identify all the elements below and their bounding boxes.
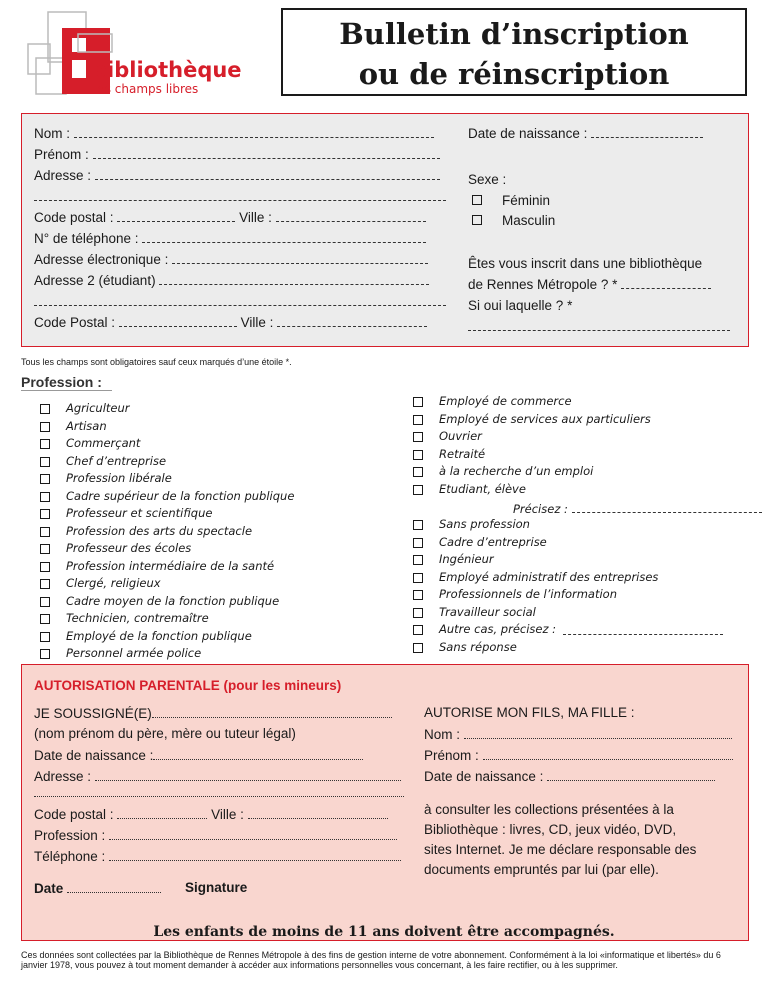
feminin-label: Féminin [502, 193, 551, 208]
soussigne-line[interactable] [152, 705, 392, 718]
naissance-field[interactable] [468, 124, 703, 144]
ville-label: Ville : [239, 210, 272, 225]
form-title-line2: ou de réinscription [358, 57, 670, 91]
profession-label: Agriculteur [66, 401, 130, 415]
child-nom-line[interactable] [464, 726, 732, 739]
adresse-line2[interactable] [34, 187, 446, 207]
code-postal-field[interactable] [34, 208, 426, 228]
logo-brand: bibliothèque [92, 58, 242, 82]
parent-naissance-label: Date de naissance : [34, 748, 154, 763]
parent-profession-field[interactable] [34, 827, 397, 843]
ville2-line[interactable] [277, 314, 427, 327]
parent-naissance-line[interactable] [153, 747, 363, 760]
profession-label: Profession libérale [66, 471, 172, 485]
profession-checkbox[interactable] [413, 485, 423, 495]
naissance-line[interactable] [591, 125, 703, 138]
laquelle-label: Si oui laquelle ? * [468, 298, 573, 313]
child-prenom-line[interactable] [483, 747, 733, 760]
adresse-field[interactable] [34, 166, 440, 186]
profession-checkbox[interactable] [413, 432, 423, 442]
profession-label: Professionnels de l’information [439, 587, 617, 601]
adresse-label: Adresse : [34, 168, 92, 183]
profession-checkbox[interactable] [413, 450, 423, 460]
precisez-line[interactable] [572, 500, 762, 513]
profession-label: Travailleur social [439, 604, 536, 619]
autorise-label: AUTORISE MON FILS, MA FILLE : [424, 705, 635, 720]
parent-telephone-field[interactable] [34, 848, 401, 864]
precisez-label: Précisez : [513, 502, 568, 516]
profession-checkbox[interactable] [413, 415, 423, 425]
profession-label: Employé de commerce [439, 394, 572, 408]
parent-adresse-line2[interactable] [34, 784, 404, 800]
parent-profession-line[interactable] [109, 827, 397, 840]
parent-adresse-line[interactable] [95, 768, 401, 781]
profession-label: Profession intermédiaire de la santé [66, 558, 275, 573]
profession-checkbox[interactable] [413, 590, 423, 600]
profession-checkbox[interactable] [40, 474, 50, 484]
profession-checkbox[interactable] [40, 579, 50, 589]
inscrit-question-2: de Rennes Métropole ? * [468, 277, 618, 292]
profession-label: Clergé, religieux [66, 576, 161, 590]
prenom-line[interactable] [93, 146, 440, 159]
parent-naissance-field[interactable] [34, 747, 363, 763]
parental-title: AUTORISATION PARENTALE (pour les mineurs) [34, 678, 342, 693]
code-postal-label: Code postal : [34, 210, 114, 225]
soussigne-field[interactable] [34, 705, 392, 721]
code-postal2-label: Code Postal : [34, 315, 116, 330]
profession-checkbox[interactable] [413, 625, 423, 635]
profession-checkbox[interactable] [413, 573, 423, 583]
date-label: Date [34, 881, 64, 896]
parent-profession-label: Profession : [34, 828, 106, 843]
telephone-line[interactable] [142, 230, 426, 243]
precisez-field[interactable] [513, 500, 762, 516]
profession-label: Cadre moyen de la fonction publique [66, 593, 280, 608]
profession-label: Employé administratif des entreprises [439, 569, 659, 584]
profession-checkbox[interactable] [413, 467, 423, 477]
child-nom-label: Nom : [424, 727, 461, 742]
required-note: Tous les champs sont obligatoires sauf ceux marqués d’une étoile *. [21, 357, 292, 367]
adresse2-field[interactable] [34, 271, 429, 291]
sexe-feminin[interactable] [472, 191, 550, 211]
profession-checkbox[interactable] [40, 422, 50, 432]
signature-label: Signature [185, 880, 248, 895]
form-title-box [281, 8, 747, 96]
code-postal2-line[interactable] [119, 314, 237, 327]
profession-checkbox[interactable] [413, 555, 423, 565]
nom-label: Nom : [34, 126, 71, 141]
telephone-label: N° de téléphone : [34, 231, 139, 246]
legal-notice: Ces données sont collectées par la Bibliothèque de Rennes Métropole à des fins de gestion interne de votre abonnement. Conformément à la loi «informatique et libertés» du 6 janvier 1978, vous pouvez à tout moment demander à accéder aux informations personnelles vous concernant, à les faire rectifier, ou à les supprimer. [21, 950, 721, 970]
telephone-field[interactable] [34, 229, 426, 249]
parent-ville-label: Ville : [211, 807, 244, 822]
parent-code-postal-label: Code postal : [34, 807, 114, 822]
profession-label: Employé de services aux particuliers [439, 411, 651, 426]
profession-label: Technicien, contremaître [66, 611, 209, 625]
masculin-checkbox[interactable] [472, 215, 482, 225]
consult-line-4: documents empruntés par lui (par elle). [424, 862, 659, 877]
child-naissance-field[interactable] [424, 768, 715, 784]
inscrit-field[interactable] [468, 275, 711, 295]
profession-checkbox[interactable] [40, 649, 50, 659]
naissance-label: Date de naissance : [468, 126, 588, 141]
child-naissance-line[interactable] [547, 768, 715, 781]
kids-notice: Les enfants de moins de 11 ans doivent être accompagnés. [153, 924, 615, 940]
child-naissance-label: Date de naissance : [424, 769, 544, 784]
consult-text [424, 800, 696, 880]
profession-label: Profession des arts du spectacle [66, 523, 253, 538]
profession-checkbox[interactable] [413, 608, 423, 618]
profession-label: Cadre d’entreprise [439, 534, 547, 549]
profession-checkbox[interactable] [40, 614, 50, 624]
child-prenom-field[interactable] [424, 747, 733, 763]
parent-telephone-line[interactable] [109, 848, 401, 861]
profession-label: Professeur et scientifique [66, 506, 213, 520]
date-field[interactable] [34, 880, 161, 896]
code-postal-line[interactable] [117, 209, 235, 222]
sexe-masculin[interactable] [472, 211, 555, 231]
profession-title: Profession : [21, 374, 112, 391]
nom-line[interactable] [74, 125, 434, 138]
profession-label: à la recherche d’un emploi [439, 464, 594, 478]
profession-label: Retraité [439, 446, 486, 461]
profession-checkbox[interactable] [40, 509, 50, 519]
parent-ville-line[interactable] [248, 806, 388, 819]
logo-subtitle: les champs libres [94, 82, 199, 96]
profession-label: Artisan [66, 418, 107, 433]
prenom-label: Prénom : [34, 147, 89, 162]
profession-label: Professeur des écoles [66, 541, 192, 555]
profession-label: Chef d’entreprise [66, 453, 167, 468]
profession-label: Personnel armée police [66, 646, 202, 660]
profession-checkbox[interactable] [40, 632, 50, 642]
profession-checkbox[interactable] [40, 544, 50, 554]
parent-code-postal-field[interactable] [34, 806, 388, 822]
profession-label: Ingénieur [439, 552, 494, 566]
email-label: Adresse électronique : [34, 252, 169, 267]
adresse2-label: Adresse 2 (étudiant) [34, 273, 156, 288]
autre-cas-line[interactable] [563, 622, 723, 635]
parent-code-postal-line[interactable] [117, 806, 207, 819]
profession-checkbox[interactable] [40, 439, 50, 449]
parent-adresse-field[interactable] [34, 768, 401, 784]
sexe-label: Sexe : [468, 172, 507, 187]
child-prenom-label: Prénom : [424, 748, 479, 763]
profession-label: Employé de la fonction publique [66, 628, 252, 643]
date-line[interactable] [67, 880, 161, 893]
profession-checkbox[interactable] [40, 457, 50, 467]
profession-checkbox[interactable] [413, 643, 423, 653]
profession-label: Autre cas, précisez : [439, 622, 557, 636]
consult-line-2: Bibliothèque : livres, CD, jeux vidéo, DVD, [424, 822, 677, 837]
ville2-label: Ville : [240, 315, 274, 330]
adresse2-line[interactable] [159, 272, 429, 285]
nom-field[interactable] [34, 124, 434, 144]
profession-checkbox[interactable] [413, 397, 423, 407]
adresse-line[interactable] [95, 167, 440, 180]
pere-mere-label: (nom prénom du père, mère ou tuteur légal) [34, 726, 296, 741]
profession-label: Etudiant, élève [439, 481, 526, 496]
profession-label: Cadre supérieur de la fonction publique [66, 488, 295, 503]
child-nom-field[interactable] [424, 726, 732, 742]
adresse2-line2[interactable] [34, 292, 446, 312]
profession-label: Commerçant [66, 436, 141, 450]
profession-checkbox[interactable] [40, 597, 50, 607]
inscrit-line[interactable] [621, 276, 711, 289]
parent-telephone-label: Téléphone : [34, 849, 106, 864]
laquelle-line[interactable] [468, 317, 730, 337]
code-postal2-field[interactable] [34, 313, 427, 333]
consult-line-1: à consulter les collections présentées à la [424, 802, 674, 817]
profession-label: Ouvrier [439, 429, 482, 443]
profession-label: Sans réponse [439, 639, 517, 654]
prenom-field[interactable] [34, 145, 440, 165]
email-line[interactable] [172, 251, 428, 264]
profession-checkbox[interactable] [413, 520, 423, 530]
inscrit-question-1: Êtes vous inscrit dans une bibliothèque [468, 256, 703, 271]
email-field[interactable] [34, 250, 428, 270]
ville-line[interactable] [276, 209, 426, 222]
consult-line-3: sites Internet. Je me déclare responsable des [424, 842, 697, 857]
parent-adresse-label: Adresse : [34, 769, 92, 784]
masculin-label: Masculin [502, 213, 556, 228]
profession-checkbox[interactable] [40, 562, 50, 572]
soussigne-label: JE SOUSSIGNÉ(E) [34, 706, 152, 721]
profession-checkbox[interactable] [40, 492, 50, 502]
profession-checkbox[interactable] [40, 527, 50, 537]
profession-checkbox[interactable] [40, 404, 50, 414]
profession-checkbox[interactable] [413, 538, 423, 548]
form-title-line1: Bulletin d’inscription [339, 17, 689, 51]
feminin-checkbox[interactable] [472, 195, 482, 205]
profession-label: Sans profession [439, 517, 530, 531]
